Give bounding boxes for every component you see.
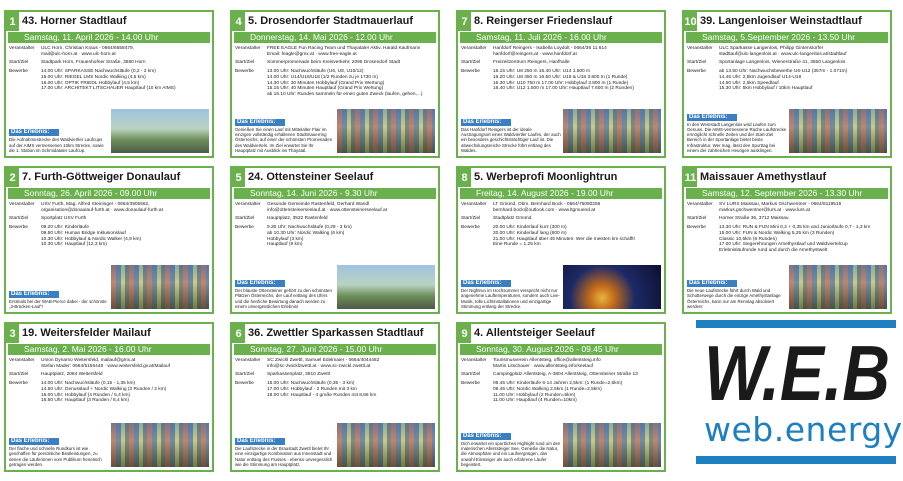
info-line: Classic 10,5km (6 Runden) [719, 236, 777, 242]
info-value [41, 60, 209, 66]
experience-heading: Das Erlebnis: [235, 438, 285, 445]
experience-text: Die Aufnahmestrecke des Waldviertler Laufcups auf der AIMS vermessenen 10km Strecke, sowie die 1. Station im Schmidataler Laufcup. [9, 137, 104, 153]
info-line: stadtlauf@ulc-langenlois.at · www.ulc-langenlois.at/stadtlauf [719, 51, 847, 57]
event-title: 36. Zwettler Sparkassen Stadtlauf [248, 327, 424, 339]
event-date: Samstag, 2. Mai 2026 - 16.00 Uhr [8, 344, 210, 355]
event-card [230, 10, 440, 158]
info-row [461, 225, 661, 248]
info-label: Start/Ziel [687, 60, 707, 66]
event-date: Samstag, 11. April 2026 - 14.00 Uhr [8, 32, 210, 43]
info-row [9, 202, 209, 213]
info-line: 17.00 Uhr: Siegerehrungen Amethystlauf und Waldviertelcup [719, 242, 848, 248]
info-label: Veranstalter [9, 202, 35, 207]
experience-text: Die Laufstrecke in der Braustadt Zwettl bietet Ihr eine einzigartige Kombination aus Innenstadt und Natur entlang des Flusses - ebenso unvergesslich wie die Stimmung am Hauptplatz. [235, 446, 333, 467]
event-date: Samstag, 11. Juli 2026 - 16.00 Uhr [460, 32, 662, 43]
info-value [493, 225, 661, 248]
info-line: 15.00 Uhr: FUN & Nordic Walking 5,25 km (3 Runden) [719, 230, 835, 236]
event-photo [111, 109, 209, 153]
info-line: LT Gmünd, Obm. Bernhard Bock - 0664/75080256 [493, 202, 601, 207]
event-number: 8 [458, 168, 471, 187]
info-label: Bewerbe [235, 225, 254, 231]
event-info [461, 358, 661, 404]
event-card [456, 166, 666, 314]
event-card [682, 166, 892, 314]
info-line: 9.30 Uhr: Nachwuchsläufe (0,29 - 3 km) [267, 225, 352, 231]
info-label: Bewerbe [687, 69, 706, 75]
info-line: markus.gschwentner@lurs.at · www.lurs.at [719, 207, 810, 213]
event-info [461, 46, 661, 92]
experience-section [235, 280, 335, 309]
info-label: Bewerbe [9, 69, 28, 75]
info-value [41, 216, 209, 222]
info-line: 16.00 Uhr: OPTIK FRIEDL Hobbylauf (4,5 km) [41, 80, 140, 86]
logo-top-bar [696, 320, 896, 328]
info-line: 13.30 Uhr: RUN & FUN Mini 0,2 + 0,35 km und Juniorläufe 0,7 - 1,3 km [719, 225, 871, 231]
info-line: organisation@donaulauf-furth.at · www.donaulauf-furth.at [41, 207, 163, 213]
info-label: Veranstalter [235, 46, 261, 51]
experience-section [461, 433, 561, 467]
info-line: Gesunde Gemeinde Rastenfeld, Gerhard Wandl [267, 202, 370, 207]
info-line: bernhard.bock@outlook.com · www.ltgmuend.at [493, 207, 596, 213]
event-photo [337, 423, 435, 467]
card-header [684, 168, 890, 187]
info-value [493, 216, 661, 222]
event-title: 5. Werbeprofi Moonlightrun [474, 171, 618, 183]
info-line: Tourismusverein Allentsteig, office@allentsteig.info [493, 358, 601, 363]
experience-heading: Das Erlebnis: [687, 114, 737, 121]
info-row [235, 381, 435, 398]
info-row [235, 60, 435, 66]
info-line: 10.30 Uhr: Hauptlauf (12,3 km) [41, 242, 107, 248]
info-label: Veranstalter [687, 202, 713, 207]
info-line: FREE EAGLE Fun Racing Team und Thayataler Aktiv, Harald Kaufmann [267, 46, 421, 51]
info-line: 14.00 Uhr: SPARKASSE Nachwuchsläufe (0,2 - 2 km) [41, 69, 156, 75]
info-row [687, 225, 887, 254]
info-row [461, 216, 661, 222]
info-label: Start/Ziel [235, 216, 255, 222]
info-value [493, 381, 661, 404]
info-value [267, 372, 435, 378]
experience-heading: Das Erlebnis: [235, 280, 285, 287]
info-line: Hauptplatz, 2084 Weitersfeld [41, 372, 103, 378]
info-line: 16.50 Uhr: Hauptlauf (3 Runden / 8,4 km) [41, 398, 129, 404]
info-value [267, 202, 435, 213]
info-line: info@sc-zwicklzwettl.at · www.sc-zwickl.zwettl.at [267, 363, 371, 369]
info-line: 15.00 Uhr: Nachwuchsläufe (0,35 - 3 km) [267, 381, 355, 387]
info-row [9, 46, 209, 57]
event-date: Sonntag, 30. August 2026 - 09.45 Uhr [460, 344, 662, 355]
info-line: Campingplatz Allentsteig, A-3804 Allentsteig, Ottensteiner Straße 13 [493, 372, 638, 378]
experience-text: Das Hanfdorf Reingers ist der ideale Austragungsort eines Waldviertler Laufes, der auch ein besonders geschichtsträchtiger Lauf ist. Die abwechslungsreiche Strecke führt entlang des Waldes. [461, 126, 561, 153]
info-line: hanfdorf@reingers.at · www.hanfdorf.at [493, 51, 577, 57]
card-header [458, 324, 664, 343]
info-row [235, 202, 435, 213]
card-header [458, 12, 664, 31]
info-label: Bewerbe [235, 381, 254, 387]
info-line: 09.45 Uhr: Kinderläufe 6-14 Jahren 2,5km: (1 Runde=2,5km) [493, 381, 623, 387]
event-info [9, 46, 209, 92]
event-photo [337, 265, 435, 309]
info-row [235, 358, 435, 369]
info-line: 17.00 Uhr: ARCHITEKT LITSCHAUER Hauptlauf (10 km AIMS) [41, 86, 176, 92]
event-title: Maissauer Amethystlauf [700, 171, 827, 183]
info-label: Veranstalter [687, 46, 713, 51]
info-value [41, 381, 209, 404]
experience-text: Die neue Laufstrecke führt durch Wald und Schotterwege durch die einzige Amethystanlage Österreichs, kann nur am Renntag absolviert werden! [687, 288, 781, 309]
web-logo-mark [702, 329, 892, 417]
info-line: 11.00 Uhr: Hauptlauf (4 Runden=10km) [493, 398, 577, 404]
experience-text: Der flache und schnelle Rundkurs ist wie geschaffen für persönliche Bestleistungen, zu denen die Läuferinnen vom Publikum frenetisch getragen werden. [9, 446, 102, 467]
info-line: 16.15 Uhr: U8 250 m 16.40 Uhr: U14 1.500 m [493, 69, 591, 75]
info-line: 17.00 Uhr: Hobbylauf - 2 Runden mit 3 km [267, 386, 357, 392]
info-line: 16.20 Uhr: U8 450 m 16.50 Uhr: U16 & U18 3.800 m (1 Runde) [493, 74, 628, 80]
info-label: Start/Ziel [9, 216, 29, 222]
event-number: 11 [684, 168, 697, 187]
experience-section [687, 114, 787, 153]
info-line: Hanfdorf Reingers - Isabella Loydolt - 0664/36 11 614 [493, 46, 607, 51]
info-line: 09.50 Uhr: Human Bridge Inklusionslauf [41, 230, 126, 236]
info-row [461, 46, 661, 57]
info-row [687, 202, 887, 213]
info-label: Bewerbe [461, 225, 480, 231]
event-date: Samstag, 5.September 2026 - 13.50 Uhr [686, 32, 888, 43]
event-date: Donnerstag, 14. Mai 2026 - 12.00 Uhr [234, 32, 436, 43]
experience-section [9, 438, 109, 467]
info-line: 14.50 Uhr: 2,5km Speedlauf [719, 80, 779, 86]
card-header [232, 168, 438, 187]
info-value [493, 202, 661, 213]
info-line: Hobbylauf (3 km) [267, 236, 304, 242]
info-value [41, 372, 209, 378]
info-label: Veranstalter [235, 358, 261, 363]
info-line: SC Zwickl Zwettl, Samuel Edelmaier - 0664/4044482 [267, 358, 380, 363]
event-title: 8. Reingerser Friedenslauf [474, 15, 613, 27]
info-value [719, 216, 887, 222]
info-row [235, 46, 435, 57]
info-row [687, 46, 887, 57]
event-card [230, 166, 440, 314]
info-label: Bewerbe [461, 381, 480, 387]
info-line: info@ottensteinerseelauf.at · www.ottensteinerseelauf.at [267, 207, 388, 213]
info-row [687, 69, 887, 92]
experience-section [461, 119, 561, 153]
info-row [235, 225, 435, 248]
info-line: 11.00 Uhr: Hobbylauf (2 Runden=5km) [493, 392, 576, 398]
info-value [493, 69, 661, 92]
info-line: Stadtplatz Gmünd [493, 216, 532, 222]
event-title: 19. Weitersfelder Mailauf [22, 327, 151, 339]
info-line: Sportplatz USV Furth [41, 216, 87, 222]
event-title: 5. Drosendorfer Stadtmauerlauf [248, 15, 414, 27]
event-photo [111, 423, 209, 467]
info-line: Email: feagle@gmx.at · www.free-eagle.at [267, 51, 357, 57]
info-line: 14.45 Uhr: 2,5km Jugendlauf U14-U18 [719, 74, 802, 80]
info-value [267, 69, 435, 98]
info-label: Bewerbe [687, 225, 706, 231]
info-label: Start/Ziel [235, 372, 255, 378]
event-title: 39. Langenloiser Weinstadtlauf [700, 15, 862, 27]
experience-section [235, 119, 335, 153]
info-value [41, 69, 209, 92]
info-line: ab 16.10 Uhr: Runden sammeln für einen guten Zweck (laufen, gehen,...) [267, 91, 423, 97]
experience-heading: Das Erlebnis: [235, 119, 285, 126]
info-row [461, 358, 661, 369]
info-line: ULC Sparkasse Langenlois, Philipp Gintenstorfer [719, 46, 824, 51]
event-date: Samstag, 12. September 2026 - 13.30 Uhr [686, 188, 888, 199]
info-line: 16.00 Uhr: Hobbylauf (4 Runden / 5,4 km) [41, 392, 131, 398]
info-row [9, 381, 209, 404]
info-line: 09.20 Uhr: Kinderläufe [41, 225, 89, 231]
experience-text: In den Weinstadt Langenlois wird Laufen zum Genuss. Die AIMS-vermessene Rache Laufstrecke ermöglicht schnelle Zeiten und der Start-Ziel Bereich in der Sportanlage bietet beste Infrastruktur. Wer mag, lässt den Sporttag bei einem der zahlreichen Heurigen ausklingen. [687, 121, 787, 153]
experience-text: Erstmals bei der WAB-Pierce dabei - der schönste „3-Brücken-Lauf“! [9, 298, 107, 309]
event-info [9, 202, 209, 248]
card-header [232, 324, 438, 343]
event-number: 6 [232, 324, 245, 343]
info-line: Stefan Mader: 0664/5156448 · www.weitersfeld.gv.at/Mailauf [41, 363, 170, 369]
experience-section [687, 280, 787, 309]
info-row [9, 216, 209, 222]
info-line: Sommerpromenade beim Kreisverkehr, 2095 Drosendorf Stadt [267, 60, 401, 66]
event-info [687, 46, 887, 92]
event-number: 10 [684, 12, 697, 31]
event-photo [111, 265, 209, 309]
event-date: Sonntag, 27. Juni 2026 - 15.00 Uhr [234, 344, 436, 355]
event-card [4, 166, 214, 314]
info-label: Start/Ziel [687, 216, 707, 222]
event-card [230, 322, 440, 472]
info-line: 21.00 Uhr: Hauptlauf über 45 Minuten: Wer die meisten km schafft! [493, 236, 635, 242]
info-label: Bewerbe [461, 69, 480, 75]
info-row [235, 69, 435, 98]
logo-subtitle: web.energy [704, 410, 903, 449]
info-row [461, 69, 661, 92]
event-info [235, 46, 435, 98]
info-row [235, 216, 435, 222]
info-line: SV LURS Maissau, Markus Gschwentner - 0664/8119516 [719, 202, 842, 207]
info-row [687, 216, 887, 222]
info-value [493, 372, 661, 378]
info-value [719, 202, 887, 213]
experience-text: Der Nightrun im Hochsommer verspricht nicht nur angenehme Lauftemperaturen, sondern auch Live-Musik, tolle Lichtinstallationen und einzigartige Stimmung entlang der Strecke. [461, 288, 560, 309]
info-value [493, 60, 661, 66]
event-number: 1 [6, 12, 19, 31]
info-label: Veranstalter [235, 202, 261, 207]
info-line: 13.00 Uhr: Nachwuchsläufe (U6, U8, U10/12) [267, 69, 364, 75]
info-label: Start/Ziel [461, 372, 481, 378]
event-title: 4. Allentsteiger Seelauf [474, 327, 595, 339]
event-number: 2 [6, 168, 19, 187]
web-energy-logo [696, 320, 903, 480]
event-number: 5 [232, 168, 245, 187]
experience-section [235, 438, 335, 467]
info-line: 16.40 Uhr: U12 1.500 m 17.00 Uhr: Hauptlauf 7.600 m (2 Runden) [493, 86, 634, 92]
info-line: Hauptlauf (9 km) [267, 242, 303, 248]
info-row [461, 202, 661, 213]
info-label: Start/Ziel [9, 372, 29, 378]
info-value [41, 358, 209, 369]
info-value [267, 46, 435, 57]
info-row [9, 358, 209, 369]
info-label: Bewerbe [9, 225, 28, 231]
info-line: 20.00 Uhr: Kinderlauf lang (600 m) [493, 230, 567, 236]
event-number: 3 [6, 324, 19, 343]
event-card [4, 322, 214, 472]
info-value [41, 225, 209, 248]
info-value [719, 225, 887, 254]
event-title: 24. Ottensteiner Seelauf [248, 171, 374, 183]
info-value [267, 358, 435, 369]
info-line: 20.00 Uhr: Kinderlauf kurz (300 m) [493, 225, 567, 231]
experience-heading: Das Erlebnis: [461, 433, 511, 440]
info-row [461, 372, 661, 378]
info-row [9, 372, 209, 378]
event-card [456, 322, 666, 472]
info-value [267, 381, 435, 398]
info-value [267, 60, 435, 66]
experience-text: Dich erwartet ein sportliches Highlight rund um den malerischen Allentsteiger See. Genieße die Natur, die Atmosphäre und ein Laufvergnügen, das sowohl Einsteiger als auch erfahrene Läufer begeistert. [461, 440, 561, 467]
event-card [4, 10, 214, 158]
info-value [719, 60, 887, 66]
info-value [41, 202, 209, 213]
info-row [9, 69, 209, 92]
info-line: Eine Runde = 1,25 km [493, 242, 541, 248]
experience-heading: Das Erlebnis: [461, 280, 511, 287]
info-line: Erlebnisläufrunde rund und durch die Amethystwelt [719, 247, 828, 253]
logo-main-text: W.E.B [704, 329, 890, 417]
event-date: Sonntag, 26. April 2026 - 09.00 Uhr [8, 188, 210, 199]
info-line: Horner Straße 36, 3712 Maissau [719, 216, 789, 222]
info-label: Veranstalter [9, 358, 35, 363]
info-line: Sparkassenplatz, 3910 Zwettl [267, 372, 330, 378]
info-line: 14.30 Uhr: 30 Minuten Hobbylauf (Grand Prix Wertung) [267, 80, 385, 86]
experience-section [9, 291, 109, 309]
info-line: Hauptplatz, 3532 Rastenfeld [267, 216, 328, 222]
info-label: Start/Ziel [235, 60, 255, 66]
info-line: 14.50 Uhr: Genusslauf + Nordic Walking (2 Runden / 2 km) [41, 386, 167, 392]
experience-heading: Das Erlebnis: [9, 129, 59, 136]
event-date: Freitag, 14. August 2026 - 19.00 Uhr [460, 188, 662, 199]
card-header [6, 168, 212, 187]
info-row [9, 60, 209, 66]
experience-section [461, 280, 561, 309]
event-photo [563, 109, 661, 153]
event-card [456, 10, 666, 158]
info-row [461, 60, 661, 66]
event-info [461, 202, 661, 248]
event-number: 9 [458, 324, 471, 343]
event-number: 7 [458, 12, 471, 31]
event-photo [563, 265, 661, 309]
info-label: Bewerbe [235, 69, 254, 75]
experience-heading: Das Erlebnis: [461, 119, 511, 126]
info-label: Start/Ziel [461, 60, 481, 66]
info-value [267, 225, 435, 248]
info-line: 14.00 Uhr: Nachwuchsläufe (0,15 - 1,35 km) [41, 381, 136, 387]
event-photo [337, 109, 435, 153]
info-line: 15.30 Uhr: 5km Hobbylauf / 10km Hauptlauf [719, 86, 813, 92]
info-row [687, 60, 887, 66]
info-line: Stadtpark Horn, Frauenhofner Straße, 3580 Horn [41, 60, 146, 66]
info-label: Veranstalter [461, 202, 487, 207]
event-info [235, 202, 435, 248]
info-value [493, 46, 661, 57]
info-line: 18.00 Uhr: Hauptlauf - 4 große Runden mit 8,68 km [267, 392, 377, 398]
info-label: Bewerbe [9, 381, 28, 387]
info-row [9, 225, 209, 248]
event-title: 7. Furth-Göttweiger Donaulauf [22, 171, 181, 183]
info-value [41, 46, 209, 57]
info-value [719, 69, 887, 92]
info-value [719, 46, 887, 57]
card-header [684, 12, 890, 31]
info-line: 09.45 Uhr: Nordic Walking 2,5km (1 Runde=2,5km) [493, 386, 602, 392]
info-line: 16.30 Uhr: U10 750 m 17.00 Uhr: Hobbylauf 3.800 m (1 Runde) [493, 80, 629, 86]
event-info [687, 202, 887, 254]
info-line: Freizeitzentrum Reingers, Hanfhalle [493, 60, 570, 66]
card-header [6, 324, 212, 343]
info-label: Start/Ziel [9, 60, 29, 66]
info-line: ab 13.50 Uhr: Nachwuchsbewerbe U6-U12 (357m - 1.071m) [719, 69, 848, 75]
experience-text: Der blauste Ottensteiner gehört zu den schönsten Plätzen Österreichs, der Lauf entlang des Ufers und die herrliche Bewirtung danach werden zu einem unvergesslichen Erlebnis! [235, 288, 332, 309]
experience-section [9, 129, 109, 153]
info-row [461, 381, 661, 404]
experience-heading: Das Erlebnis: [9, 291, 59, 298]
info-label: Veranstalter [461, 46, 487, 51]
event-info [9, 358, 209, 404]
card-header [458, 168, 664, 187]
event-title: 43. Horner Stadtlauf [22, 15, 127, 27]
info-line: 15.00 Uhr: RIEGEL LMS Nordic Walking (4,5 km) [41, 74, 146, 80]
logo-bottom-bar [696, 456, 896, 464]
info-line: mail@ulc-horn.at · www.ulc-horn.at [41, 51, 116, 57]
experience-heading: Das Erlebnis: [9, 438, 59, 445]
experience-heading: Das Erlebnis: [687, 280, 737, 287]
event-date: Sonntag, 14. Juni 2026 - 9.30 Uhr [234, 188, 436, 199]
event-card [682, 10, 892, 158]
card-header [232, 12, 438, 31]
event-photo [563, 423, 661, 467]
info-line: Union Dynamo Weitersfeld, mailauf@gmx.at [41, 358, 136, 363]
experience-text: Genießen Sie einen Lauf mit Mittelalter Flair im einzigen vollständig erhaltenen Stadtmauerring Österreichs, auf einer der schönsten Promenaden des Waldviertels. Im Ziel erwartet Sie Ihr Hauptplatz mit Ausblick ins Thayatal. [235, 126, 333, 153]
info-value [493, 358, 661, 369]
info-line: ULC Horn, Christian Kraus - 0664/6558479, [41, 46, 135, 51]
event-info [235, 358, 435, 398]
info-line: Sportanlage Langenlois, Wienerstraße 41, 3550 Langenlois [719, 60, 846, 66]
info-line: 15.15 Uhr: 40 Minuten Hauptlauf (Grand Prix Wertung) [267, 86, 384, 92]
event-photo [789, 265, 887, 309]
info-label: Start/Ziel [461, 216, 481, 222]
info-line: USV Furth, Mag. Alfred Steininger - 0664/3905562, [41, 202, 150, 207]
info-value [267, 216, 435, 222]
event-number: 4 [232, 12, 245, 31]
info-label: Veranstalter [461, 358, 487, 363]
info-line: 14.00 Uhr: U14/U16/U18 (1/2 Runden zu je 1730 m) [267, 74, 378, 80]
card-header [6, 12, 212, 31]
event-photo [789, 109, 887, 153]
info-line: ab 10.30 Uhr: Nordic Walking (6 km) [267, 230, 345, 236]
info-label: Veranstalter [9, 46, 35, 51]
info-line: Martin Litschauer · www.allentsteig.info/seelauf [493, 363, 593, 369]
info-line: 10.30 Uhr: Hobbylauf & Nordic Walker (4,9 km) [41, 236, 142, 242]
info-row [235, 372, 435, 378]
